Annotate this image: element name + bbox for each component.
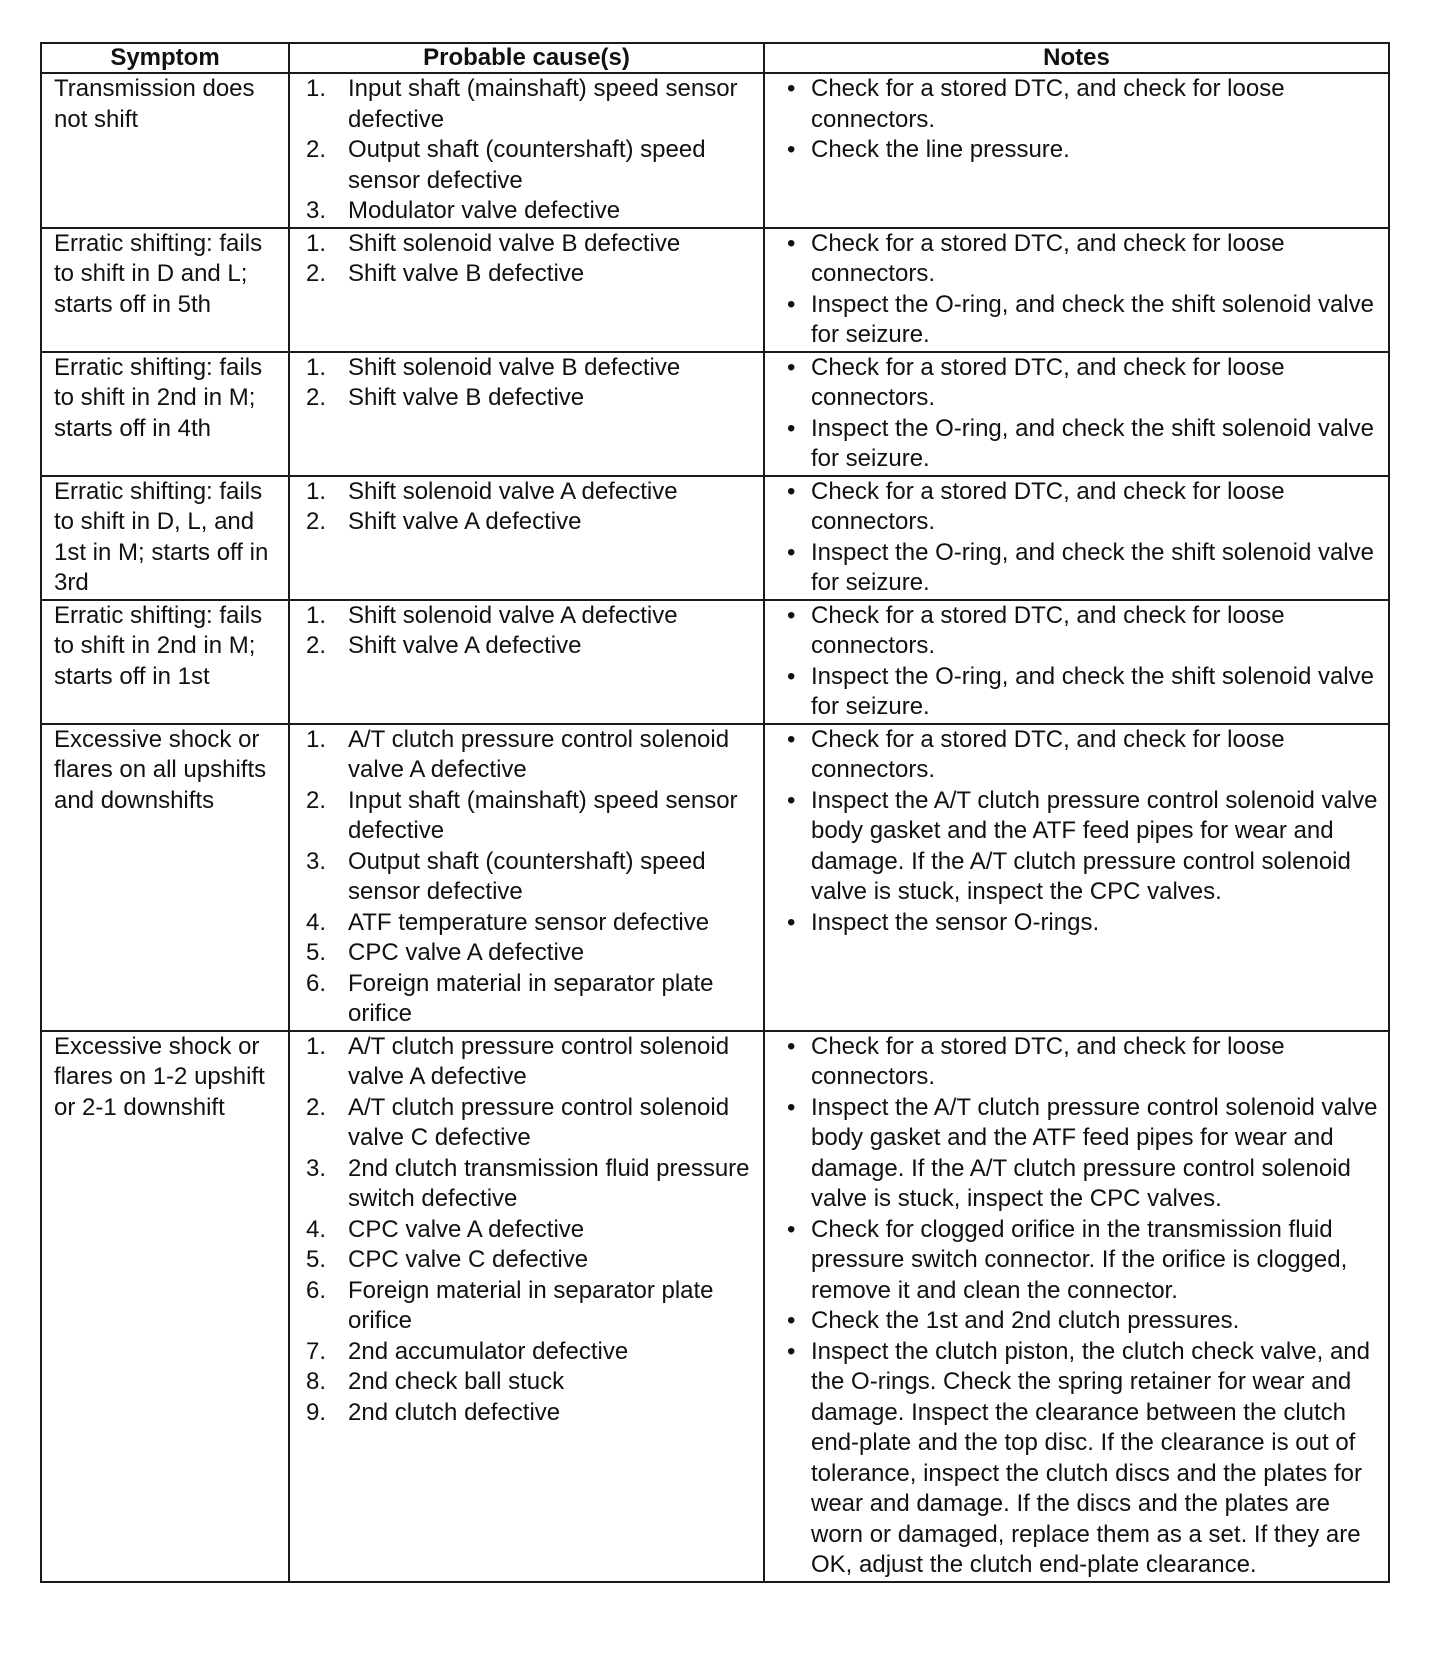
notes-cell — [764, 352, 1389, 476]
cause-number: 2. — [306, 786, 327, 814]
bullet-icon: • — [787, 477, 796, 505]
bullet-icon: • — [787, 601, 796, 629]
cause-item — [302, 1398, 755, 1429]
cause-item — [302, 383, 755, 414]
causes-cell — [289, 600, 764, 724]
note-text: Inspect the O-ring, and check the shift solenoid valve for seizure. — [811, 414, 1374, 472]
bullet-icon: • — [787, 1093, 796, 1121]
note-item — [777, 1215, 1380, 1307]
cause-text: Shift valve B defective — [348, 260, 585, 287]
note-text: Check for a stored DTC, and check for loose connectors. — [811, 353, 1285, 411]
cause-text: Foreign material in separator plate orifice — [348, 969, 714, 1027]
cause-number: 1. — [306, 601, 327, 629]
bullet-icon: • — [787, 229, 796, 257]
cause-number: 1. — [306, 229, 327, 257]
notes-list — [777, 74, 1380, 166]
bullet-icon: • — [787, 538, 796, 566]
cause-text: Modulator valve defective — [348, 197, 621, 224]
table-row — [41, 476, 1389, 600]
note-item — [777, 290, 1380, 351]
causes-list — [302, 477, 755, 538]
note-text: Inspect the A/T clutch pressure control solenoid valve body gasket and the ATF feed pipes for wear and damage. If the A/T clutch pressure control solenoid valve is stuck, inspect the CPC valves. — [811, 1093, 1378, 1212]
table-row — [41, 600, 1389, 724]
notes-list — [777, 229, 1380, 351]
cause-item — [302, 477, 755, 508]
bullet-icon: • — [787, 786, 796, 814]
note-item — [777, 662, 1380, 723]
bullet-icon: • — [787, 1215, 796, 1243]
cause-number: 2. — [306, 384, 327, 411]
note-text: Inspect the clutch piston, the clutch check valve, and the O-rings. Check the spring retainer for wear and damage. Inspect the clearance between the clutch end-plate and the top disc. If the clearance is out of tolerance, inspect the clutch discs and the plates for wear and damage. If the discs and the plates are worn or damaged, replace them as a set. If they are OK, adjust the clutch end-plate clearance. — [811, 1337, 1370, 1578]
note-text: Check for a stored DTC, and check for loose connectors. — [811, 229, 1285, 287]
cause-number: 1. — [306, 1032, 327, 1060]
cause-text: Input shaft (mainshaft) speed sensor defective — [348, 786, 738, 844]
notes-list — [777, 353, 1380, 475]
cause-number: 2. — [306, 260, 327, 287]
symptom-cell: Transmission does not shift — [41, 73, 289, 228]
cause-number: 5. — [306, 1246, 327, 1273]
cause-number: 7. — [306, 1337, 327, 1365]
cause-number: 2. — [306, 136, 327, 163]
note-item — [777, 1032, 1380, 1093]
cause-text: Shift valve A defective — [348, 508, 582, 535]
symptom-cell: Excessive shock or flares on all upshifts and downshifts — [41, 724, 289, 1031]
cause-item — [302, 601, 755, 632]
table-body — [41, 73, 1389, 1582]
table-row — [41, 228, 1389, 352]
cause-number: 2. — [306, 632, 327, 659]
symptom-cell: Erratic shifting: fails to shift in 2nd in M; starts off in 1st — [41, 600, 289, 724]
causes-list — [302, 601, 755, 662]
notes-list — [777, 1032, 1380, 1581]
causes-cell — [289, 73, 764, 228]
cause-text: 2nd clutch defective — [348, 1398, 561, 1426]
cause-text: Output shaft (countershaft) speed sensor defective — [348, 847, 706, 905]
notes-cell — [764, 73, 1389, 228]
cause-item — [302, 938, 755, 969]
cause-item — [302, 1337, 755, 1368]
notes-cell — [764, 1031, 1389, 1582]
note-item — [777, 725, 1380, 786]
header-symptom: Symptom — [41, 43, 289, 73]
header-causes: Probable cause(s) — [289, 43, 764, 73]
causes-cell — [289, 1031, 764, 1582]
bullet-icon: • — [787, 75, 796, 102]
bullet-icon: • — [787, 290, 796, 318]
cause-text: A/T clutch pressure control solenoid valve A defective — [348, 1032, 730, 1090]
cause-text: Shift solenoid valve A defective — [348, 601, 678, 629]
symptom-cell: Erratic shifting: fails to shift in D and L; starts off in 5th — [41, 228, 289, 352]
bullet-icon: • — [787, 136, 796, 163]
note-text: Check for a stored DTC, and check for loose connectors. — [811, 477, 1285, 535]
note-text: Check for clogged orifice in the transmission fluid pressure switch connector. If the orifice is clogged, remove it and clean the connector. — [811, 1215, 1348, 1304]
cause-number: 1. — [306, 75, 327, 102]
note-item — [777, 414, 1380, 475]
cause-item — [302, 631, 755, 662]
cause-text: CPC valve A defective — [348, 939, 585, 966]
cause-text: Shift valve B defective — [348, 384, 585, 411]
cause-text: A/T clutch pressure control solenoid valve C defective — [348, 1093, 730, 1151]
cause-number: 3. — [306, 1154, 327, 1182]
cause-number: 2. — [306, 1093, 327, 1121]
bullet-icon: • — [787, 1337, 796, 1365]
note-text: Check the 1st and 2nd clutch pressures. — [811, 1307, 1240, 1334]
note-text: Check for a stored DTC, and check for loose connectors. — [811, 601, 1285, 659]
bullet-icon: • — [787, 662, 796, 690]
causes-list — [302, 1032, 755, 1429]
cause-text: CPC valve C defective — [348, 1246, 589, 1273]
causes-cell — [289, 724, 764, 1031]
cause-number: 4. — [306, 1215, 327, 1243]
cause-item — [302, 1093, 755, 1154]
note-text: Inspect the O-ring, and check the shift solenoid valve for seizure. — [811, 662, 1374, 720]
bullet-icon: • — [787, 725, 796, 753]
causes-list — [302, 74, 755, 227]
header-row — [41, 43, 1389, 73]
cause-number: 2. — [306, 508, 327, 535]
troubleshooting-table — [40, 42, 1390, 1583]
cause-item — [302, 725, 755, 786]
notes-list — [777, 601, 1380, 723]
note-item — [777, 538, 1380, 599]
notes-list — [777, 725, 1380, 939]
cause-item — [302, 259, 755, 290]
cause-number: 6. — [306, 1276, 327, 1304]
note-text: Inspect the O-ring, and check the shift solenoid valve for seizure. — [811, 290, 1374, 348]
causes-list — [302, 353, 755, 414]
note-item — [777, 1306, 1380, 1337]
note-item — [777, 135, 1380, 166]
note-item — [777, 74, 1380, 135]
notes-cell — [764, 476, 1389, 600]
note-text: Check the line pressure. — [811, 136, 1070, 163]
bullet-icon: • — [787, 1032, 796, 1060]
note-text: Inspect the sensor O-rings. — [811, 908, 1100, 936]
bullet-icon: • — [787, 353, 796, 381]
cause-number: 1. — [306, 353, 327, 381]
causes-cell — [289, 352, 764, 476]
cause-item — [302, 786, 755, 847]
note-text: Check for a stored DTC, and check for loose connectors. — [811, 1032, 1285, 1090]
table-row — [41, 1031, 1389, 1582]
cause-text: CPC valve A defective — [348, 1215, 585, 1243]
cause-item — [302, 74, 755, 135]
note-text: Check for a stored DTC, and check for loose connectors. — [811, 725, 1285, 783]
cause-text: Output shaft (countershaft) speed sensor defective — [348, 136, 706, 194]
cause-item — [302, 969, 755, 1030]
symptom-cell: Excessive shock or flares on 1-2 upshift or 2-1 downshift — [41, 1031, 289, 1582]
symptom-cell: Erratic shifting: fails to shift in D, L, and 1st in M; starts off in 3rd — [41, 476, 289, 600]
causes-list — [302, 725, 755, 1030]
cause-number: 3. — [306, 197, 327, 224]
cause-item — [302, 1154, 755, 1215]
note-text: Inspect the A/T clutch pressure control solenoid valve body gasket and the ATF feed pipes for wear and damage. If the A/T clutch pressure control solenoid valve is stuck, inspect the CPC valves. — [811, 786, 1378, 905]
notes-cell — [764, 600, 1389, 724]
bullet-icon: • — [787, 1307, 796, 1334]
table-row — [41, 352, 1389, 476]
cause-number: 5. — [306, 939, 327, 966]
note-item — [777, 353, 1380, 414]
note-item — [777, 786, 1380, 908]
note-text: Check for a stored DTC, and check for loose connectors. — [811, 75, 1285, 133]
cause-text: 2nd accumulator defective — [348, 1337, 629, 1365]
cause-text: Shift solenoid valve B defective — [348, 353, 681, 381]
note-item — [777, 601, 1380, 662]
cause-item — [302, 1215, 755, 1246]
cause-item — [302, 1032, 755, 1093]
symptom-cell: Erratic shifting: fails to shift in 2nd in M; starts off in 4th — [41, 352, 289, 476]
cause-item — [302, 135, 755, 196]
header-notes: Notes — [764, 43, 1389, 73]
cause-number: 9. — [306, 1398, 327, 1426]
bullet-icon: • — [787, 414, 796, 442]
table-row — [41, 73, 1389, 228]
cause-number: 4. — [306, 908, 327, 936]
cause-item — [302, 507, 755, 538]
causes-cell — [289, 476, 764, 600]
note-item — [777, 908, 1380, 939]
cause-text: Input shaft (mainshaft) speed sensor defective — [348, 75, 738, 133]
bullet-icon: • — [787, 908, 796, 936]
note-item — [777, 1093, 1380, 1215]
notes-list — [777, 477, 1380, 599]
cause-item — [302, 908, 755, 939]
table-row — [41, 724, 1389, 1031]
cause-text: Shift valve A defective — [348, 632, 582, 659]
cause-item — [302, 1367, 755, 1398]
note-text: Inspect the O-ring, and check the shift solenoid valve for seizure. — [811, 538, 1374, 596]
cause-text: A/T clutch pressure control solenoid valve A defective — [348, 725, 730, 783]
cause-text: Shift solenoid valve A defective — [348, 477, 678, 505]
cause-number: 8. — [306, 1368, 327, 1395]
cause-text: 2nd clutch transmission fluid pressure switch defective — [348, 1154, 750, 1212]
cause-text: 2nd check ball stuck — [348, 1368, 565, 1395]
cause-text: Shift solenoid valve B defective — [348, 229, 681, 257]
cause-item — [302, 1245, 755, 1276]
cause-item — [302, 229, 755, 260]
cause-item — [302, 353, 755, 384]
cause-number: 1. — [306, 725, 327, 753]
cause-number: 3. — [306, 847, 327, 875]
cause-item — [302, 196, 755, 227]
cause-number: 6. — [306, 969, 327, 997]
cause-number: 1. — [306, 477, 327, 505]
cause-item — [302, 1276, 755, 1337]
notes-cell — [764, 228, 1389, 352]
note-item — [777, 1337, 1380, 1581]
notes-cell — [764, 724, 1389, 1031]
cause-text: ATF temperature sensor defective — [348, 908, 710, 936]
cause-text: Foreign material in separator plate orifice — [348, 1276, 714, 1334]
causes-cell — [289, 228, 764, 352]
causes-list — [302, 229, 755, 290]
note-item — [777, 477, 1380, 538]
note-item — [777, 229, 1380, 290]
cause-item — [302, 847, 755, 908]
